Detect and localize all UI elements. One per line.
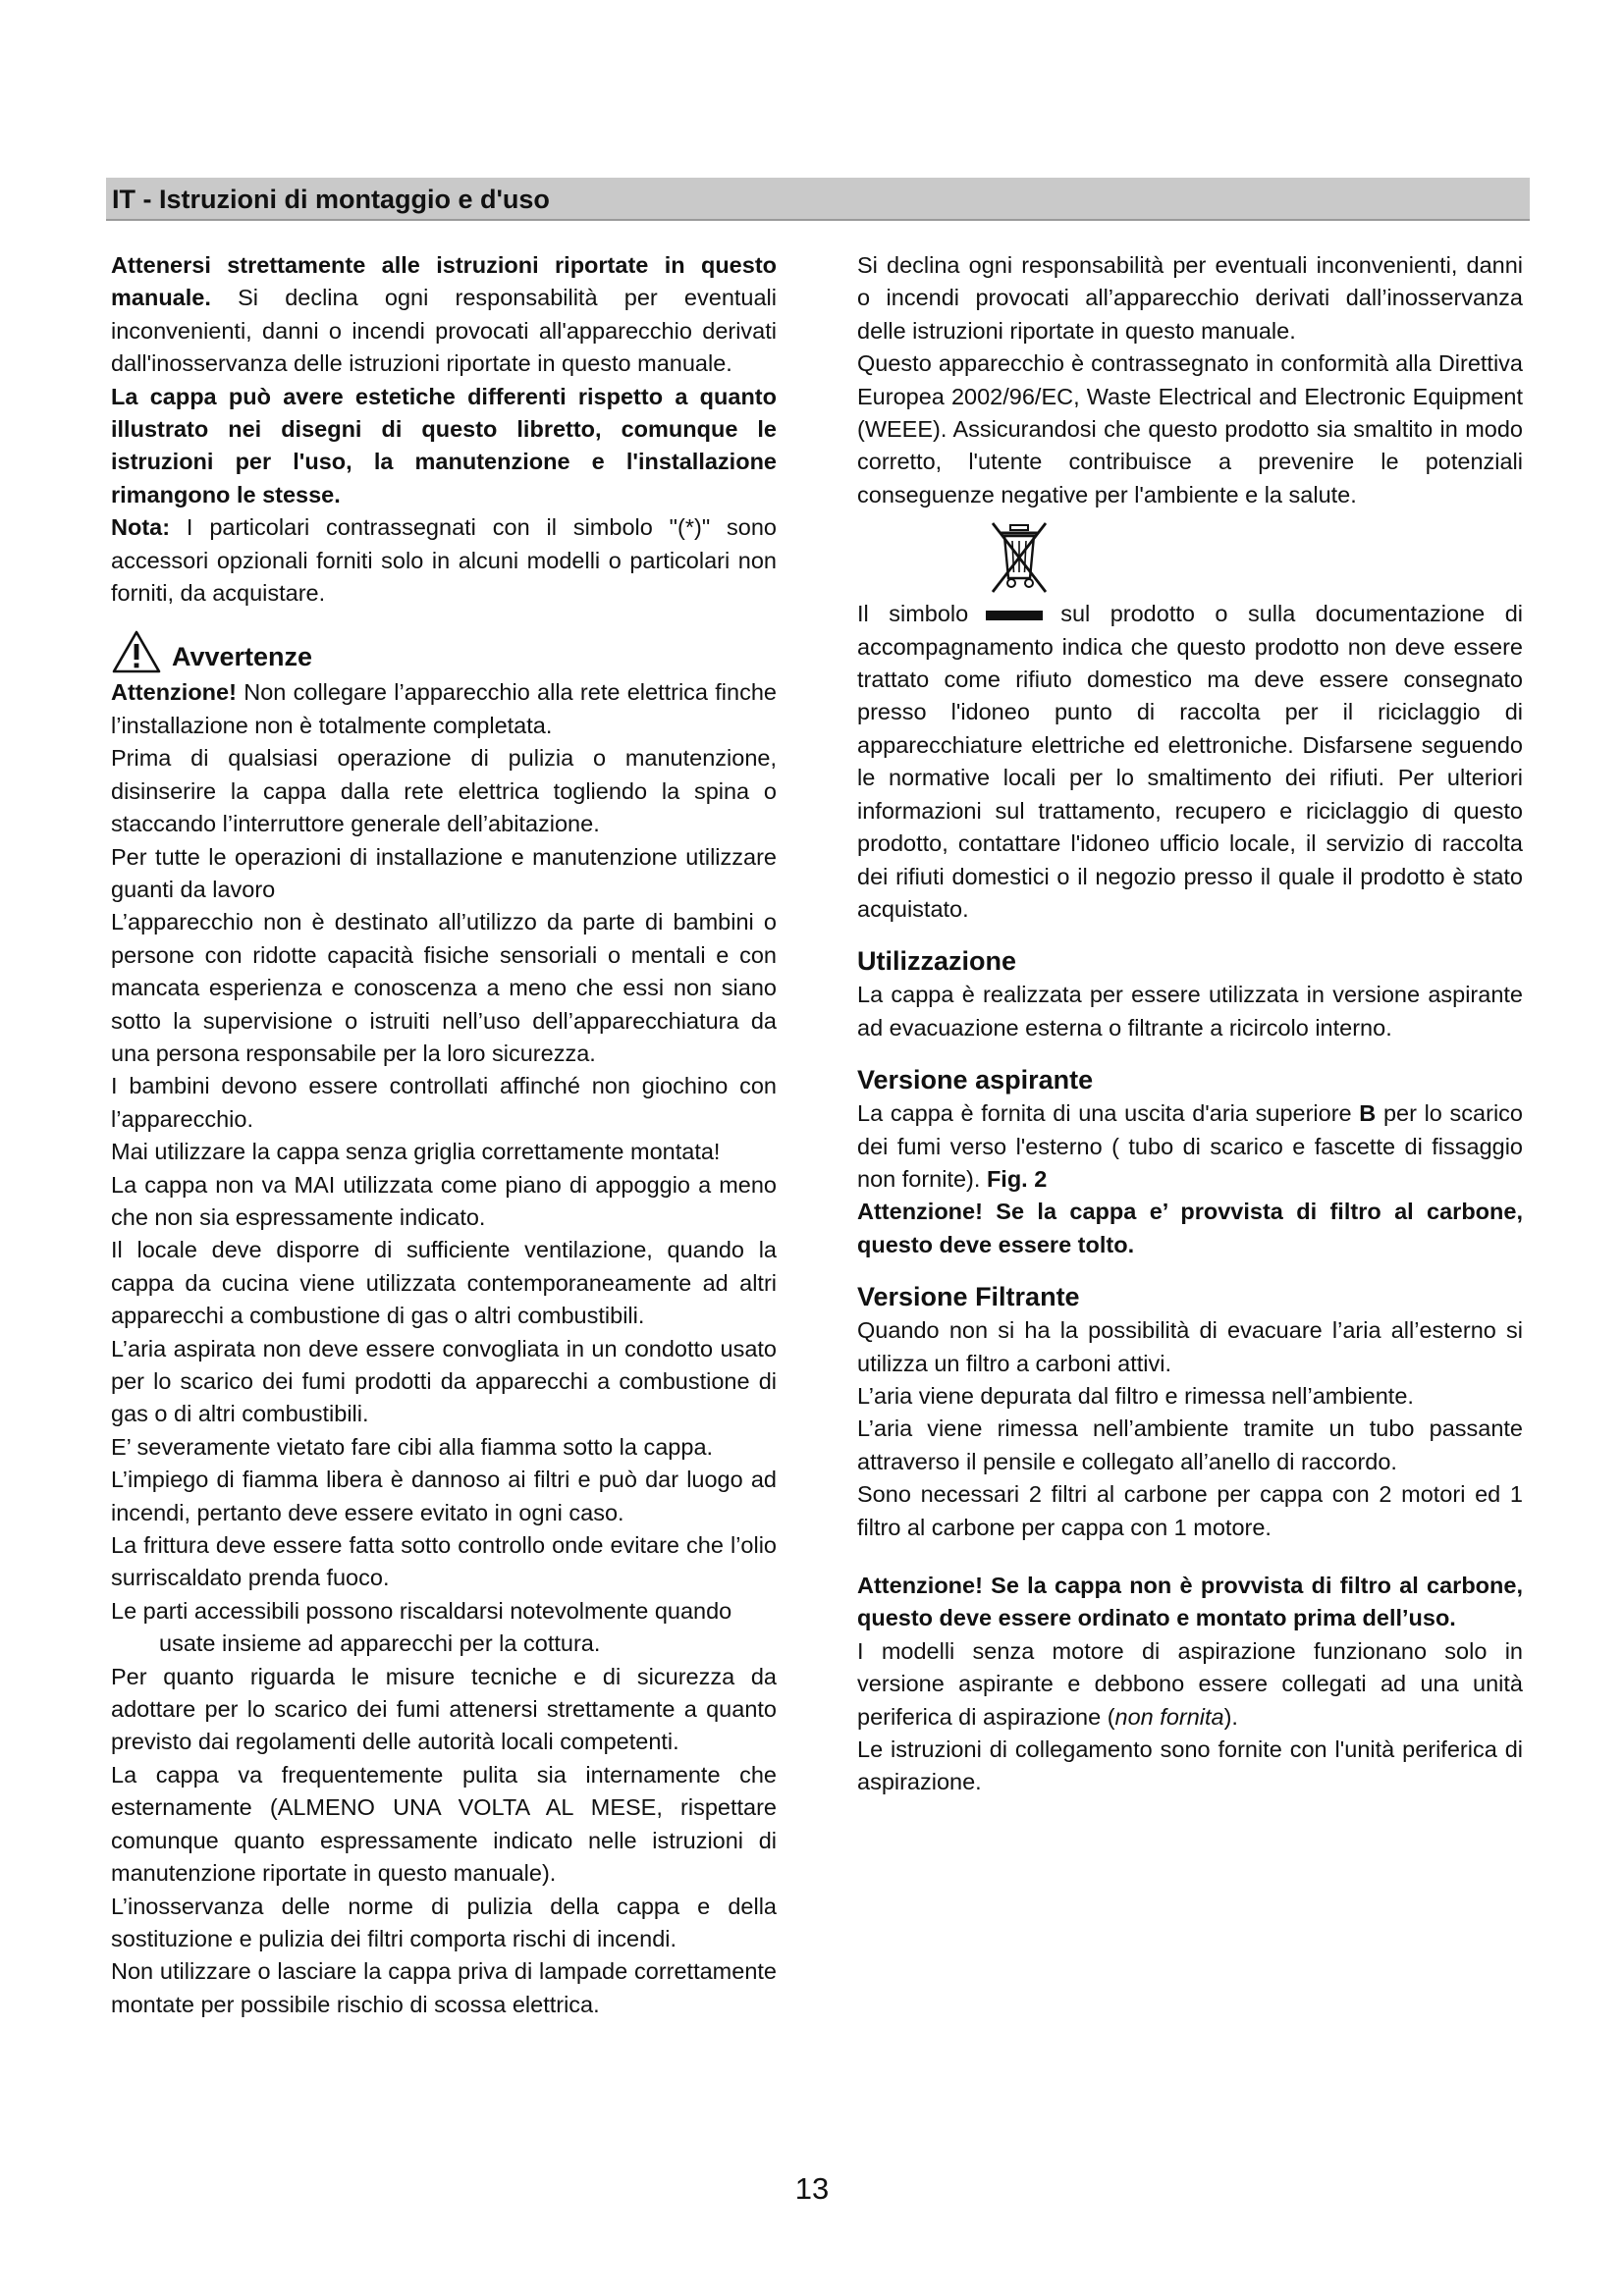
modelli-paragraph [857,1635,1523,1734]
istruzioni-paragraph: Le istruzioni di collegamento sono fornite con l'unità periferica di aspirazione. [857,1736,1523,1795]
outlet-label: B [1359,1100,1377,1127]
warning-paragraph: La cappa va frequentemente pulita sia internamente che esternamente (ALMENO UNA VOLTA AL MESE, rispettare comunque quanto espressamente indicato nelle istruzioni di manutenzione riportate in questo manuale). [111,1761,777,1887]
aspirante-text-1: La cappa è fornita di una uscita d'aria superiore [857,1100,1360,1127]
warning-paragraph: L’apparecchio non è destinato all’utilizzo da parte di bambini o persone con ridotte capacità fisiche sensoriali o mentali e con mancata esperienza e conoscenza a meno che essi non siano sotto la supervisione o istruiti nell’uso dell’apparecchiatura da una persona responsabile per la loro sicurezza. [111,909,777,1066]
aspirante-text-2: per lo scarico dei fumi verso l'esterno ( tubo di scarico e fascette di fissaggio non fornite). [857,1100,1523,1192]
warning-paragraph: I bambini devono essere controllati affinché non giochino con l’apparecchio. [111,1073,777,1132]
spacer [857,1544,1523,1570]
warning-title: Avvertenze [172,642,313,672]
weee-bar-icon [986,611,1043,620]
page-number: 13 [794,2171,830,2206]
warning-paragraph: Prima di qualsiasi operazione di pulizia o manutenzione, disinserire la cappa dalla rete elettrica togliendo la spina o staccando l’interruttore generale dell’abitazione. [111,745,777,837]
aspirante-title: Versione aspirante [857,1065,1094,1095]
carbon-filter-warning: Attenzione! Se la cappa non è provvista di filtro al carbone, questo deve essere ordinato e montato prima dell’uso. [857,1573,1523,1631]
simbolo-paragraph [857,598,1523,926]
simbolo-prefix: Il simbolo [857,601,969,627]
nota-label: Nota: [111,514,171,541]
nota-text: I particolari contrassegnati con il simbolo "(*)" sono accessori opzionali forniti solo in alcuni modelli o particolari non forniti, da acquistare. [111,514,777,607]
section-header [106,178,1530,221]
parti-line-1: Le parti accessibili possono riscaldarsi notevolmente quando [111,1597,732,1624]
section-title: IT - Istruzioni di montaggio e d'uso [112,185,550,214]
figure-reference: Fig. 2 [986,1165,1048,1192]
attenzione-paragraph [111,676,777,742]
filtrante-paragraph: L’aria viene depurata dal filtro e rimessa nell’ambiente. [857,1382,1414,1409]
warning-paragraph: Per tutte le operazioni di installazione e manutenzione utilizzare guanti da lavoro [111,843,777,902]
warning-triangle-icon [111,629,162,674]
warning-paragraph: La cappa non va MAI utilizzata come piano di appoggio a meno che non sia espressamente indicato. [111,1171,777,1230]
warning-paragraph: L’inosservanza delle norme di pulizia della cappa e della sostituzione e pulizia dei filtri comporta rischi di incendi. [111,1893,777,1951]
utilizzazione-text: La cappa è realizzata per essere utilizzata in versione aspirante ad evacuazione esterna o filtrante a ricircolo interno. [857,982,1523,1041]
responsibility-paragraph: Si declina ogni responsabilità per eventuali inconvenienti, danni o incendi provocati all’apparecchio derivati dall’inosservanza delle istruzioni riportate in questo manuale. [857,252,1523,344]
parti-line-2: usate insieme ad apparecchi per la cottura. [159,1630,601,1657]
spacer [857,926,1523,943]
intro-bold: Attenersi strettamente alle istruzioni riportate in questo manuale. [111,252,777,311]
warning-paragraph: L’impiego di fiamma libera è dannoso ai filtri e può dar luogo ad incendi, pertanto deve essere evitato in ogni caso. [111,1467,777,1525]
modelli-text-1: I modelli senza motore di aspirazione funzionano solo in versione aspirante e debbono essere collegati ad una unità periferica di aspirazione ( [857,1637,1523,1730]
modelli-text-2: ). [1223,1703,1238,1730]
filtrante-paragraph: Sono necessari 2 filtri al carbone per cappa con 2 motori ed 1 filtro al carbone per cappa con 1 motore. [857,1481,1523,1540]
warning-paragraph: L’aria aspirata non deve essere convogliata in un condotto usato per lo scarico dei fumi prodotti da apparecchi a combustione di gas o di altri combustibili. [111,1335,777,1427]
aspirante-warning: Attenzione! Se la cappa e’ provvista di filtro al carbone, questo deve essere tolto. [857,1199,1523,1257]
utilizzazione-title: Utilizzazione [857,946,1017,977]
filtrante-paragraph: L’aria viene rimessa nell’ambiente tramite un tubo passante attraverso il pensile e collegato all’anello di raccordo. [857,1415,1523,1474]
warning-paragraph: La frittura deve essere fatta sotto controllo onde evitare che l’olio surriscaldato prenda fuoco. [111,1532,777,1591]
attenzione-label: Attenzione! [111,679,237,706]
weee-symbol [985,521,1523,598]
warning-paragraph: E’ severamente vietato fare cibi alla fiamma sotto la cappa. [111,1433,714,1460]
modelli-italic: non fornita [1114,1703,1224,1730]
right-column [857,249,1523,1799]
warning-paragraph: Per quanto riguarda le misure tecniche e di sicurezza da adottare per lo scarico dei fumi attenersi strettamente a quanto previsto dai regolamenti delle autorità locali competenti. [111,1663,777,1755]
simbolo-text: sul prodotto o sulla documentazione di accompagnamento indica che questo prodotto non deve essere trattato come rifiuto domestico ma deve essere consegnato presso l'idoneo punto di raccolta per il riciclaggio di apparecchiature elettriche ed elettroniche. Disfarsene seguendo le normative locali per lo smaltimento dei rifiuti. Per ulteriori informazioni sul trattamento, recupero e riciclaggio di questo prodotto, contattare l'idoneo ufficio locale, il servizio di raccolta dei rifiuti domestici o il negozio presso il quale il prodotto è stato acquistato. [857,601,1523,922]
warning-paragraph: Mai utilizzare la cappa senza griglia correttamente montata! [111,1139,721,1165]
warning-paragraph: Non utilizzare o lasciare la cappa priva di lampade correttamente montate per possibile rischio di scossa elettrica. [111,1958,777,2017]
warning-heading [111,629,777,674]
crossed-bin-icon [985,521,1054,598]
attenzione-text: Non collegare l’apparecchio alla rete elettrica finche l’installazione non è totalmente completata. [111,679,777,738]
aspirante-paragraph [857,1097,1523,1196]
nota-paragraph [111,511,777,610]
spacer [857,1044,1523,1062]
warning-paragraph: Il locale deve disporre di sufficiente ventilazione, quando la cappa da cucina viene utilizzata contemporaneamente ad altri apparecchi a combustione di gas o altri combustibili. [111,1237,777,1329]
aesthetics-note: La cappa può avere estetiche differenti rispetto a quanto illustrato nei disegni di questo libretto, comunque le istruzioni per l'uso, la manutenzione e l'installazione rimangono le stesse. [111,383,777,507]
intro-paragraph [111,249,777,381]
intro-text: Si declina ogni responsabilità per eventuali inconvenienti, danni o incendi provocati all'apparecchio derivati dall'inosservanza delle istruzioni riportate in questo manuale. [111,285,777,377]
filtrante-title: Versione Filtrante [857,1282,1080,1312]
weee-paragraph: Questo apparecchio è contrassegnato in conformità alla Direttiva Europea 2002/96/EC, Waste Electrical and Electronic Equipment (WEEE). Assicurandosi che questo prodotto sia smaltito in modo corretto, l'utente contribuisce a prevenire le potenziali conseguenze negative per l'ambiente e la salute. [857,350,1523,507]
left-column [111,249,777,2021]
spacer [857,1261,1523,1279]
filtrante-paragraph: Quando non si ha la possibilità di evacuare l’aria all’esterno si utilizza un filtro a carboni attivi. [857,1317,1523,1376]
